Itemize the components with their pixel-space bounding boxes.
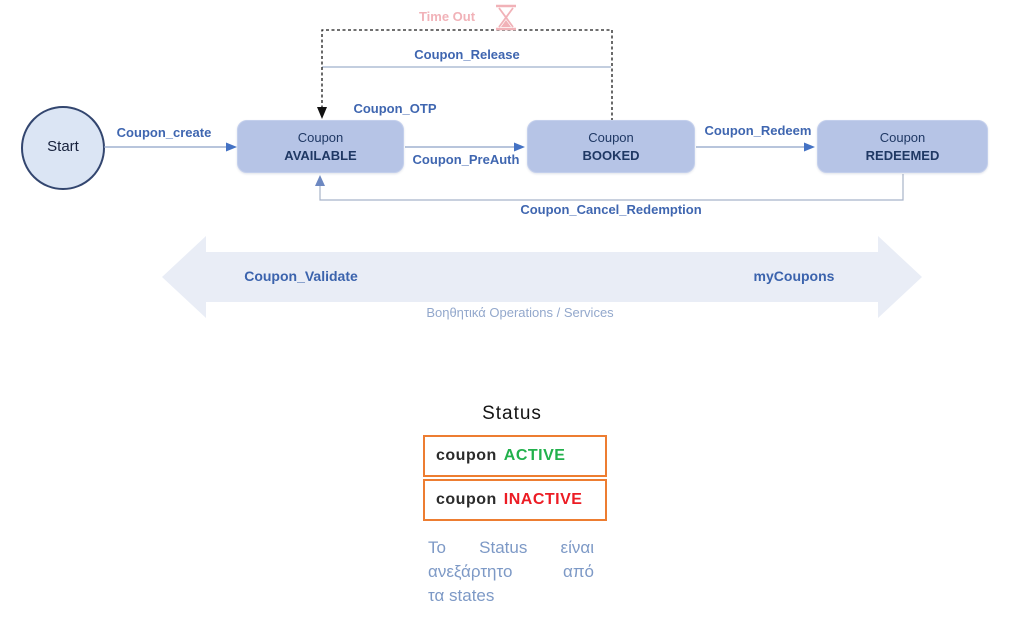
state-redeemed (817, 120, 988, 173)
status-row-active (423, 435, 607, 477)
transition-label-timeout: Time Out (418, 9, 476, 24)
hourglass-icon (496, 6, 516, 29)
transition-label-cancel-redemption: Coupon_Cancel_Redemption (520, 202, 702, 217)
aux-label-mycoupons: myCoupons (753, 268, 835, 284)
transition-label-redeem: Coupon_Redeem (704, 123, 812, 138)
transition-label-release: Coupon_Release (414, 47, 520, 62)
status-inactive-value: INACTIVE (503, 491, 583, 508)
state-redeemed-line1: Coupon (879, 129, 926, 145)
status-active-prefix: coupon (436, 447, 497, 464)
transition-label-preauth: Coupon_PreAuth (412, 152, 520, 167)
state-booked-line2: BOOKED (582, 147, 640, 163)
start-state-label: Start (47, 138, 79, 155)
status-note-line1: Το Status είναι (428, 538, 594, 557)
create-arrowhead-icon (226, 143, 237, 152)
state-booked-line1: Coupon (588, 129, 634, 145)
transition-label-create: Coupon_create (116, 125, 212, 140)
status-row-inactive (423, 479, 607, 521)
status-legend-title: Status (482, 403, 542, 424)
cancel-redemption-connector (320, 174, 903, 200)
timeout-arrowhead-icon (317, 107, 327, 119)
aux-caption: Βοηθητικά Operations / Services (426, 305, 614, 320)
status-note-line2: ανεξάρτητο από (428, 562, 594, 581)
state-available-line1: Coupon (297, 129, 344, 145)
status-inactive-prefix: coupon (436, 491, 497, 508)
transition-label-otp: Coupon_OTP (353, 101, 437, 116)
aux-label-coupon-validate: Coupon_Validate (244, 268, 358, 284)
status-note (428, 536, 594, 608)
state-available-line2: AVAILABLE (284, 147, 357, 163)
state-redeemed-line2: REDEEMED (865, 147, 940, 163)
preauth-arrowhead-icon (514, 143, 525, 152)
state-available (237, 120, 404, 173)
state-booked (527, 120, 695, 173)
cancel-arrowhead-icon (315, 175, 325, 186)
status-active-value: ACTIVE (503, 447, 566, 464)
redeem-arrowhead-icon (804, 143, 815, 152)
status-note-line3: τα states (428, 586, 495, 605)
